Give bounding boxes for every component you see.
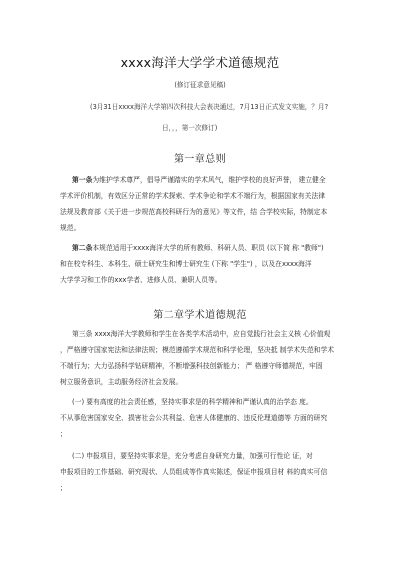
document-subtitle: (修订征求意见稿) bbox=[174, 81, 226, 89]
article-2-line-1 bbox=[72, 244, 360, 253]
article-3-line-2: ，严格遵守国家宪法和法律法规；模范遵循学术规范和科学伦理，坚决抵 制学术失范和学术 bbox=[60, 346, 335, 354]
item-2-line-2: 申报项目的工作基础、研究现状、人员组成等作真实陈述，保证申报项目材 料的真实可信 bbox=[60, 468, 328, 476]
item-1-line-3: ； bbox=[60, 430, 67, 438]
revision-note-line-2: 日，，，第一次修订) bbox=[162, 124, 218, 132]
article-1-line-1 bbox=[72, 176, 360, 185]
article-3-line-1: 第三条 xxxx海洋大学教师和学生在各类学术活动中，应自觉践行社会主义核 心价值观 bbox=[72, 330, 331, 338]
article-2-label: 第二条 bbox=[72, 244, 93, 252]
chapter-1-heading: 第一章总则 bbox=[174, 154, 226, 165]
article-2-line-2: 和在校专科生、本科生、硕士研究生和博士研究生 (下称 "学生") ，以及在xxxx海洋 bbox=[60, 260, 312, 268]
article-2-text: 本规范适用于xxxx海洋大学的所有教师、科研人员、职员 (以下简 称 "教师") bbox=[92, 244, 324, 252]
article-1-line-3: 法规及教育部《关于进一步规范高校科研行为的意见》等文件，结 合学校实际，特制定本 bbox=[60, 208, 328, 216]
article-3-line-3: 不端行为；大力弘扬科学钻研精神，不断增强科技创新能力； 严 格遵守师德规范，牢固 bbox=[60, 362, 323, 370]
item-2-line-1: (二) 申报项目，要坚持实事求是，充分考虑自身研究力量，加强可行性论 证，对 bbox=[72, 452, 313, 460]
item-2-line-3: ； bbox=[60, 484, 67, 492]
article-1-line-4: 规范。 bbox=[60, 224, 81, 232]
article-1-line-2: 学术评价机制，有效区分正常的学术探索、学术争论和学术不端行为，根据国家有关法律 bbox=[60, 192, 326, 200]
article-2-line-3: 大学学习和工作的xxx学者、进修人员、兼职人员等。 bbox=[60, 276, 222, 284]
item-1-line-1: (一) 要有高度的社会责任感，坚持实事求是的科学精神和严谨认真的治学态 度。 bbox=[72, 398, 313, 406]
chapter-2-heading: 第二章学术道德规范 bbox=[153, 310, 247, 321]
article-3-line-4: 树立服务意识，主动服务经济社会发展。 bbox=[60, 378, 183, 386]
revision-note-line-1: (3月31日xxxx海洋大学第四次科技大会表决通过，7月13日正式发文实施，？月? bbox=[90, 103, 329, 111]
document-title: xxxx海洋大学学术道德规范 bbox=[120, 55, 280, 70]
item-1-line-2: 不从事危害国家安全、损害社会公共利益、危害人体健康的、违反伦理道德等 方面的研究 bbox=[60, 414, 328, 422]
article-1-text: 为维护学术尊严，倡导严谨踏实的学术风气，维护学校的良好声誉， 建立健全 bbox=[92, 176, 326, 184]
article-1-label: 第一条 bbox=[72, 176, 93, 184]
